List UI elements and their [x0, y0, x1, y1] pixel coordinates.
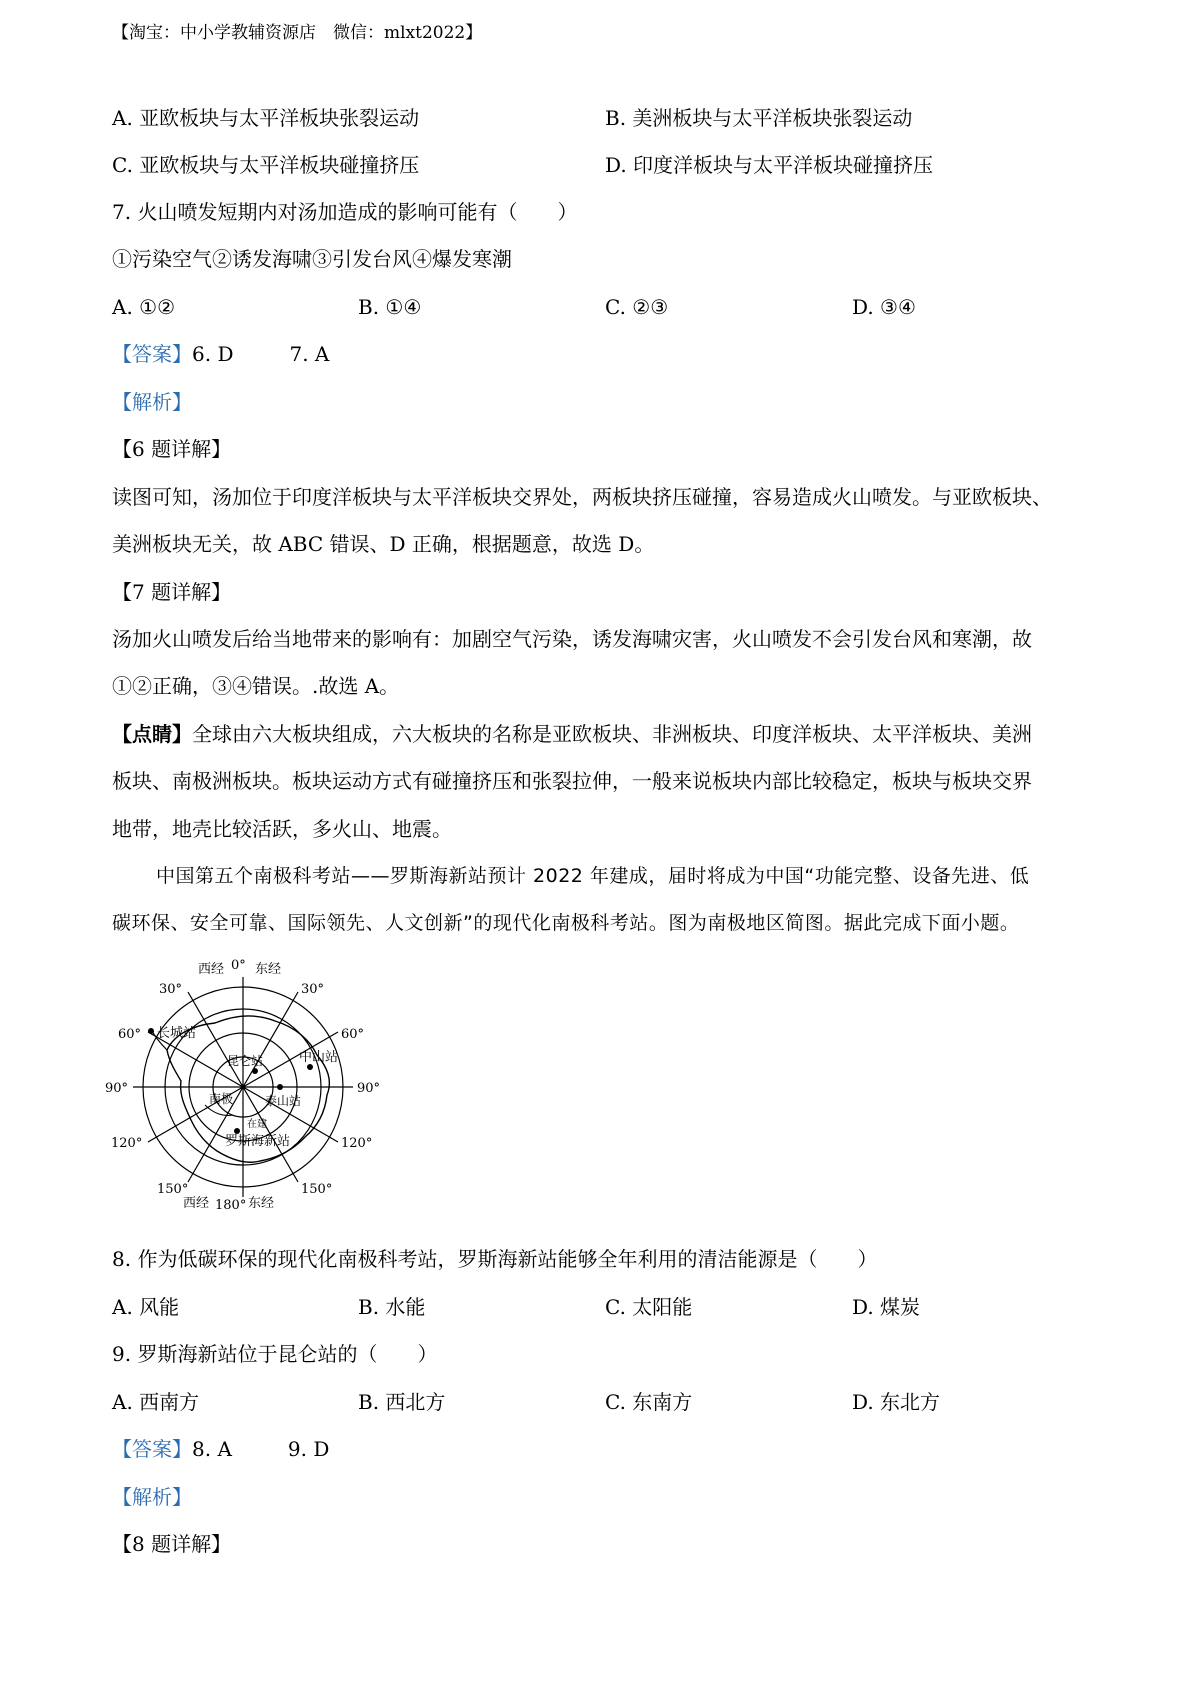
q9-option-c: C. 东南方 — [605, 1390, 693, 1414]
map-label-30e: 30° — [301, 982, 325, 997]
q8-option-a: A. 风能 — [112, 1295, 180, 1319]
q9-stem: 9. 罗斯海新站位于昆仑站的（ ） — [112, 1342, 438, 1366]
page-header-watermark: 【淘宝：中小学教辅资源店 微信：mlxt2022】 — [112, 23, 483, 43]
detail-6-line-1: 读图可知，汤加位于印度洋板块与太平洋板块交界处，两板块挤压碰撞，容易造成火山喷发。与亚欧板块、 — [112, 485, 1052, 509]
map-label-90e: 90° — [357, 1081, 381, 1096]
q9-option-a: A. 西南方 — [112, 1390, 200, 1414]
map-label-east-bottom: 东经 — [248, 1196, 275, 1210]
map-label-150e: 150° — [301, 1182, 333, 1197]
q6-option-a: A. 亚欧板块与太平洋板块张裂运动 — [112, 106, 420, 130]
map-label-pole: 南极 — [209, 1092, 234, 1106]
note-line-3: 地带，地壳比较活跃，多火山、地震。 — [112, 817, 452, 841]
q7-option-d: D. ③④ — [852, 295, 916, 319]
map-label-zhongshan: 中山站 — [299, 1050, 339, 1065]
q7-items: ①污染空气②诱发海啸③引发台风④爆发寒潮 — [112, 247, 512, 271]
map-label-zero: 0° — [231, 958, 246, 973]
passage-line-2: 碳环保、安全可靠、国际领先、人文创新”的现代化南极科考站。图为南极地区简图。据此完成下面小题。 — [112, 912, 1020, 934]
q7-option-b: B. ①④ — [358, 295, 422, 319]
answer-tag-2: 【答案】 — [112, 1437, 192, 1461]
detail-6-line-2: 美洲板块无关，故 ABC 错误、D 正确，根据题意，故选 D。 — [112, 532, 655, 556]
q7-stem: 7. 火山喷发短期内对汤加造成的影响可能有（ ） — [112, 200, 578, 224]
q8-stem: 8. 作为低碳环保的现代化南极科考站，罗斯海新站能够全年利用的清洁能源是（ ） — [112, 1247, 878, 1271]
q8-option-d: D. 煤炭 — [852, 1295, 921, 1319]
map-label-120w: 120° — [111, 1136, 143, 1151]
q8-option-c: C. 太阳能 — [605, 1295, 693, 1319]
passage-line-1: 中国第五个南极科考站——罗斯海新站预计 2022 年建成，届时将成为中国“功能完整、设备先进、低 — [156, 865, 1030, 887]
map-label-30w: 30° — [159, 982, 183, 997]
q9-option-d: D. 东北方 — [852, 1390, 941, 1414]
answer-7: 7. A — [289, 342, 330, 366]
q7-option-c: C. ②③ — [605, 295, 669, 319]
analysis-heading-2: 【解析】 — [112, 1485, 192, 1509]
answer-tag: 【答案】 — [112, 342, 192, 366]
map-label-west-top: 西经 — [198, 962, 225, 977]
map-label-west-bottom: 西经 — [183, 1196, 210, 1210]
answer-8: 8. A — [192, 1437, 232, 1461]
map-label-120e: 120° — [341, 1136, 373, 1151]
note-text-1: 全球由六大板块组成，六大板块的名称是亚欧板块、非洲板块、印度洋板块、太平洋板块、美洲 — [192, 722, 1032, 746]
map-label-180: 180° — [215, 1198, 247, 1210]
note-line-2: 板块、南极洲板块。板块运动方式有碰撞挤压和张裂拉伸，一般来说板块内部比较稳定，板块与板块交界 — [112, 769, 1032, 793]
detail-7-title: 【7 题详解】 — [112, 580, 232, 604]
map-label-60w: 60° — [118, 1027, 142, 1042]
detail-8-title: 【8 题详解】 — [112, 1532, 232, 1556]
answer-6: 6. D — [192, 342, 234, 366]
map-label-zaijian: 在建 — [247, 1119, 267, 1130]
detail-7-line-2: ①②正确，③④错误。.故选 A。 — [112, 674, 400, 698]
map-label-150w: 150° — [157, 1182, 189, 1197]
answer-9: 9. D — [287, 1437, 330, 1461]
detail-6-title: 【6 题详解】 — [112, 437, 232, 461]
antarctica-map — [105, 955, 395, 1210]
note-tag: 【点睛】 — [112, 722, 192, 746]
detail-7-line-1: 汤加火山喷发后给当地带来的影响有：加剧空气污染，诱发海啸灾害，火山喷发不会引发台风和寒潮，故 — [112, 627, 1032, 651]
map-label-ross-new: 罗斯海新站 — [225, 1134, 291, 1149]
q9-option-b: B. 西北方 — [358, 1390, 446, 1414]
map-label-taishan: 泰山站 — [265, 1094, 302, 1108]
taishan-station-dot — [277, 1084, 283, 1090]
map-label-changcheng: 长城站 — [157, 1026, 197, 1041]
pole-dot — [241, 1085, 246, 1090]
q6-option-d: D. 印度洋板块与太平洋板块碰撞挤压 — [605, 153, 934, 177]
q7-option-a: A. ①② — [112, 295, 176, 319]
changcheng-station-dot — [148, 1028, 154, 1034]
analysis-heading-1: 【解析】 — [112, 390, 192, 414]
q6-option-b: B. 美洲板块与太平洋板块张裂运动 — [605, 106, 913, 130]
map-label-east-top: 东经 — [255, 962, 282, 977]
answer-line-2 — [112, 1435, 329, 1463]
map-label-60e: 60° — [341, 1027, 365, 1042]
map-label-kunlun: 昆仑站 — [227, 1054, 264, 1068]
kunlun-station-dot — [252, 1068, 258, 1074]
q8-option-b: B. 水能 — [358, 1295, 426, 1319]
q6-option-c: C. 亚欧板块与太平洋板块碰撞挤压 — [112, 153, 420, 177]
answer-line-1 — [112, 340, 329, 368]
map-label-90w: 90° — [105, 1081, 129, 1096]
note-line-1 — [112, 720, 1032, 748]
